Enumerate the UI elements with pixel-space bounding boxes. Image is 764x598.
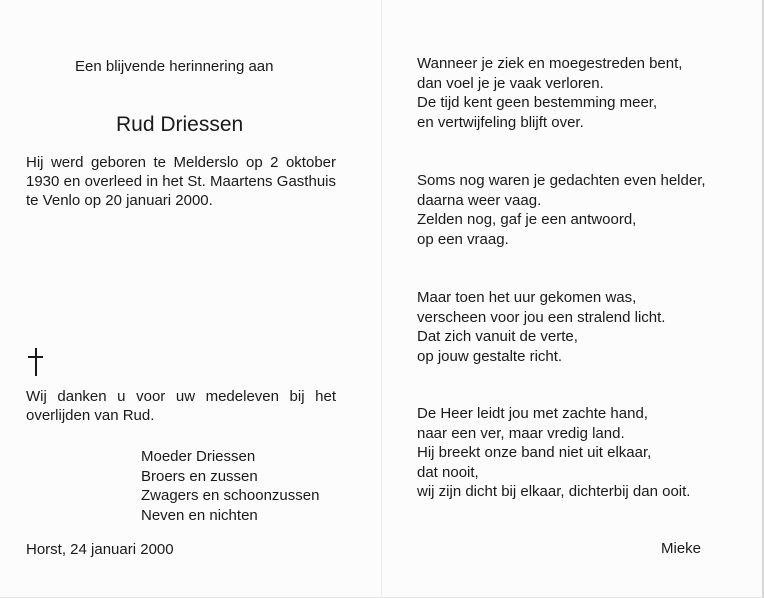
poem-line: en vertwijfeling blijft over. bbox=[417, 113, 584, 131]
poem-line: Hij breekt onze band niet uit elkaar, bbox=[417, 444, 652, 461]
poem-signature: Mieke bbox=[661, 540, 702, 557]
poem-line: dat nooit, bbox=[417, 463, 479, 481]
poem-line: verscheen voor jou een stralend licht. bbox=[417, 308, 666, 326]
family-member: Neven en nichten bbox=[141, 506, 258, 524]
biography-text: Hij werd geboren te Melderslo op 2 oktober 1930 en overleed in het St. Maartens Gasthuis te Venlo op 20 januari 2000. bbox=[26, 154, 336, 209]
poem-line: Zelden nog, gaf je een antwoord, bbox=[417, 211, 637, 228]
poem-line: De Heer leidt jou met zachte hand, bbox=[417, 405, 648, 422]
poem-stanza bbox=[417, 404, 747, 502]
family-member: Broers en zussen bbox=[141, 467, 258, 485]
poem-line: op een vraag. bbox=[417, 230, 509, 248]
family-member: Moeder Driessen bbox=[141, 448, 256, 465]
family-member: Zwagers en schoonzussen bbox=[141, 487, 320, 504]
family-list bbox=[141, 447, 319, 525]
poem-line: naar een ver, maar vredig land. bbox=[417, 424, 625, 442]
poem-line: Dat zich vanuit de verte, bbox=[417, 328, 578, 345]
poem-line: Wanneer je ziek en moegestreden bent, bbox=[417, 55, 683, 72]
poem-line: De tijd kent geen bestemming meer, bbox=[417, 94, 658, 111]
cross-icon bbox=[27, 348, 45, 378]
intro-line: Een blijvende herinnering aan bbox=[75, 58, 274, 75]
poem-stanza bbox=[417, 171, 747, 249]
poem-line: op jouw gestalte richt. bbox=[417, 347, 563, 365]
poem-line: daarna weer vaag. bbox=[417, 191, 542, 209]
card-fold-line bbox=[381, 0, 382, 598]
thanks-text: Wij danken u voor uw medeleven bij het overlijden van Rud. bbox=[26, 388, 336, 424]
poem-stanza bbox=[417, 54, 747, 132]
place-and-date: Horst, 24 januari 2000 bbox=[26, 541, 174, 558]
poem-line: dan voel je je vaak verloren. bbox=[417, 74, 604, 92]
poem-line: wij zijn dicht bij elkaar, dichterbij dan ooit. bbox=[417, 483, 691, 500]
poem-line: Maar toen het uur gekomen was, bbox=[417, 289, 637, 306]
poem-line: Soms nog waren je gedachten even helder, bbox=[417, 172, 706, 189]
deceased-name: Rud Driessen bbox=[116, 113, 244, 136]
poem-stanza bbox=[417, 288, 747, 366]
